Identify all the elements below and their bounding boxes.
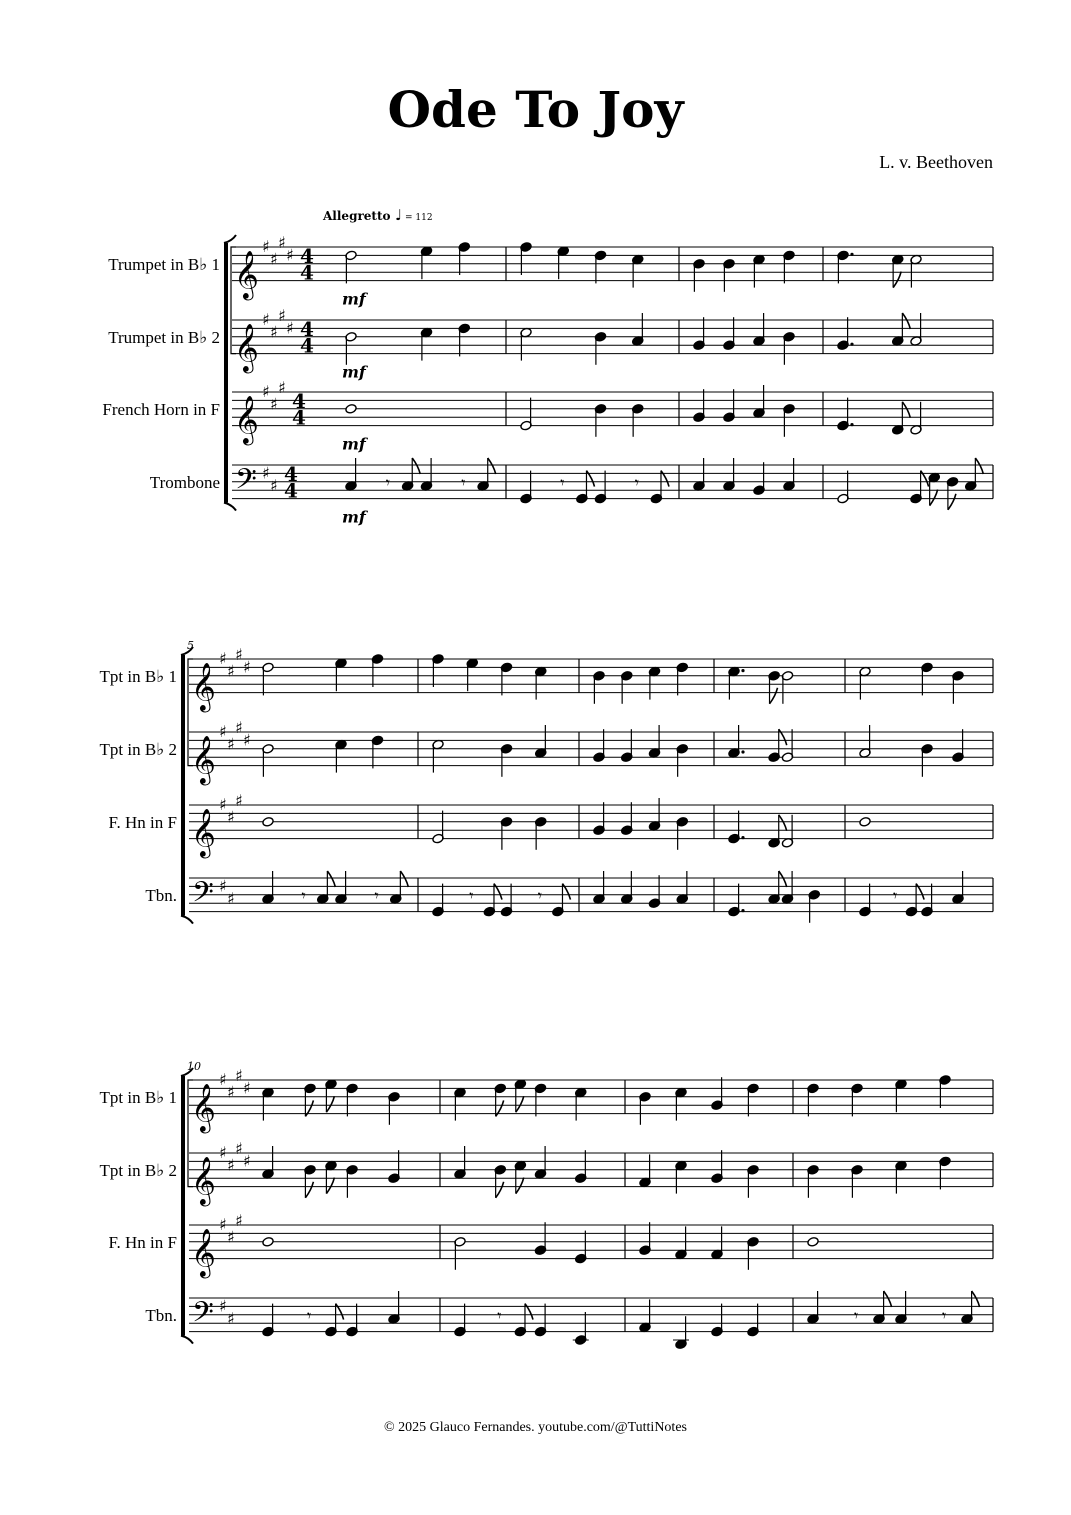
key-signature-sharp: ♯ (227, 1155, 235, 1175)
key-signature-sharp: ♯ (286, 245, 294, 265)
instrument-name: F. Hn in F (108, 812, 177, 832)
tempo-value: = 112 (405, 213, 433, 223)
instrument-name: Tbn. (145, 1305, 177, 1325)
key-signature-sharp: ♯ (219, 1143, 227, 1162)
time-signature-denominator: 4 (300, 333, 314, 358)
key-signature-sharp: ♯ (227, 807, 235, 827)
note-flag (488, 458, 496, 474)
rest-icon: 𝄾 (893, 885, 898, 905)
note-flag (893, 272, 901, 288)
bracket-hook (224, 235, 236, 243)
note-flag (516, 1178, 524, 1194)
key-signature-sharp: ♯ (270, 476, 278, 495)
augmentation-dot (850, 343, 853, 346)
rest-icon: 𝄾 (307, 1305, 312, 1325)
key-signature-sharp: ♯ (262, 382, 270, 401)
key-signature-sharp: ♯ (243, 730, 251, 750)
rest-icon: 𝄾 (301, 885, 306, 905)
dynamic-marking: mf (342, 362, 366, 382)
time-signature-denominator: 4 (300, 260, 314, 285)
note-flag (412, 458, 420, 474)
augmentation-dot (741, 750, 744, 753)
augmentation-dot (741, 836, 744, 839)
score-title: Ode To Joy (387, 80, 684, 139)
bracket-hook (181, 916, 193, 924)
key-signature-sharp: ♯ (235, 644, 243, 664)
note-flag (326, 1178, 334, 1194)
time-signature-denominator: 4 (284, 478, 298, 503)
augmentation-dot (850, 423, 853, 426)
instrument-name: Tpt in B♭ 1 (99, 1087, 177, 1107)
key-signature-sharp: ♯ (270, 322, 278, 342)
key-signature-sharp: ♯ (227, 734, 235, 754)
measure-number: 10 (187, 1060, 201, 1073)
dynamic-marking: mf (342, 507, 366, 527)
key-signature-sharp: ♯ (219, 1070, 227, 1089)
instrument-name: Tpt in B♭ 2 (99, 1160, 177, 1180)
time-signature-denominator: 4 (292, 405, 306, 430)
key-signature-sharp: ♯ (219, 1296, 227, 1316)
bass-clef-icon: 𝄢 (192, 876, 214, 917)
rest-icon: 𝄾 (385, 472, 391, 492)
note-head (262, 816, 274, 827)
note-head (807, 1236, 819, 1247)
note-flag (930, 490, 938, 506)
rest-icon: 𝄾 (634, 472, 640, 492)
treble-clef-icon: 𝄞 (234, 394, 259, 444)
key-signature-sharp: ♯ (262, 463, 270, 483)
instrument-name: Trumpet in B♭ 1 (108, 254, 220, 274)
key-signature-sharp: ♯ (235, 1210, 243, 1230)
rest-icon: 𝄾 (537, 885, 543, 905)
instrument-name: French Horn in F (102, 399, 220, 419)
key-signature-sharp: ♯ (227, 889, 235, 908)
bass-clef-icon: 𝄢 (235, 463, 257, 504)
key-signature-sharp: ♯ (227, 661, 235, 681)
note-flag (516, 1096, 524, 1112)
treble-clef-icon: 𝄞 (234, 322, 259, 372)
key-signature-sharp: ♯ (227, 1227, 235, 1247)
measure-number: 5 (187, 639, 194, 652)
key-signature-sharp: ♯ (270, 249, 278, 269)
note-flag (400, 871, 408, 887)
treble-clef-icon: 𝄞 (191, 1082, 216, 1132)
key-signature-sharp: ♯ (286, 318, 294, 338)
rest-icon: 𝄾 (374, 885, 379, 905)
instrument-name: Tbn. (145, 885, 177, 905)
augmentation-dot (741, 909, 744, 912)
note-head (345, 403, 357, 414)
treble-clef-icon: 𝄞 (191, 1227, 216, 1277)
key-signature-sharp: ♯ (219, 722, 227, 741)
key-signature-sharp: ♯ (235, 790, 243, 810)
quarter-note-icon: ♩ (395, 206, 403, 224)
tempo-marking: Allegretto (323, 209, 391, 223)
instrument-name: Trombone (149, 472, 220, 492)
key-signature-sharp: ♯ (227, 1082, 235, 1102)
key-signature-sharp: ♯ (219, 1215, 227, 1234)
note-head (262, 1236, 274, 1247)
key-signature-sharp: ♯ (235, 1138, 243, 1158)
instrument-name: Tpt in B♭ 1 (99, 666, 177, 686)
key-signature-sharp: ♯ (278, 232, 286, 252)
note-flag (326, 1096, 334, 1112)
rest-icon: 𝄾 (461, 472, 466, 492)
bracket-hook (181, 1336, 193, 1344)
key-signature-sharp: ♯ (243, 1078, 251, 1098)
treble-clef-icon: 𝄞 (191, 807, 216, 857)
key-signature-sharp: ♯ (219, 649, 227, 668)
rest-icon: 𝄾 (560, 472, 565, 492)
note-flag (972, 1291, 980, 1307)
treble-clef-icon: 𝄞 (191, 661, 216, 711)
treble-clef-icon: 𝄞 (234, 249, 259, 299)
bass-clef-icon: 𝄢 (192, 1296, 214, 1337)
key-signature-sharp: ♯ (243, 657, 251, 677)
augmentation-dot (850, 253, 853, 256)
note-flag (948, 494, 956, 510)
key-signature-sharp: ♯ (278, 377, 286, 397)
dynamic-marking: mf (342, 289, 366, 309)
key-signature-sharp: ♯ (278, 305, 286, 325)
note-flag (902, 402, 910, 418)
instrument-name: Trumpet in B♭ 2 (108, 327, 220, 347)
time-signature-numerator: 4 (300, 316, 314, 341)
note-flag (305, 1182, 313, 1198)
note-flag (975, 458, 983, 474)
rest-icon: 𝄾 (469, 885, 474, 905)
key-signature-sharp: ♯ (219, 876, 227, 896)
note-flag (884, 1291, 892, 1307)
note-flag (770, 688, 778, 704)
augmentation-dot (741, 669, 744, 672)
note-head (859, 816, 871, 827)
treble-clef-icon: 𝄞 (191, 1155, 216, 1205)
time-signature-numerator: 4 (284, 461, 298, 486)
bracket-hook (224, 503, 236, 511)
key-signature-sharp: ♯ (235, 1065, 243, 1085)
key-signature-sharp: ♯ (262, 310, 270, 329)
time-signature-numerator: 4 (300, 243, 314, 268)
time-signature-numerator: 4 (292, 388, 306, 413)
copyright-footer: © 2025 Glauco Fernandes. youtube.com/@TuttiNotes (384, 1420, 687, 1435)
key-signature-sharp: ♯ (219, 795, 227, 814)
note-flag (779, 815, 787, 831)
note-flag (779, 871, 787, 887)
rest-icon: 𝄾 (497, 1305, 502, 1325)
rest-icon: 𝄾 (942, 1305, 947, 1325)
key-signature-sharp: ♯ (227, 1309, 235, 1328)
note-flag (327, 871, 335, 887)
dynamic-marking: mf (342, 434, 366, 454)
instrument-name: F. Hn in F (108, 1232, 177, 1252)
composer-credit: L. v. Beethoven (879, 152, 993, 172)
key-signature-sharp: ♯ (262, 237, 270, 256)
note-flag (496, 1182, 504, 1198)
rest-icon: 𝄾 (854, 1305, 859, 1325)
key-signature-sharp: ♯ (235, 717, 243, 737)
treble-clef-icon: 𝄞 (191, 734, 216, 784)
note-flag (902, 313, 910, 329)
instrument-name: Tpt in B♭ 2 (99, 739, 177, 759)
key-signature-sharp: ♯ (243, 1151, 251, 1171)
key-signature-sharp: ♯ (270, 394, 278, 414)
